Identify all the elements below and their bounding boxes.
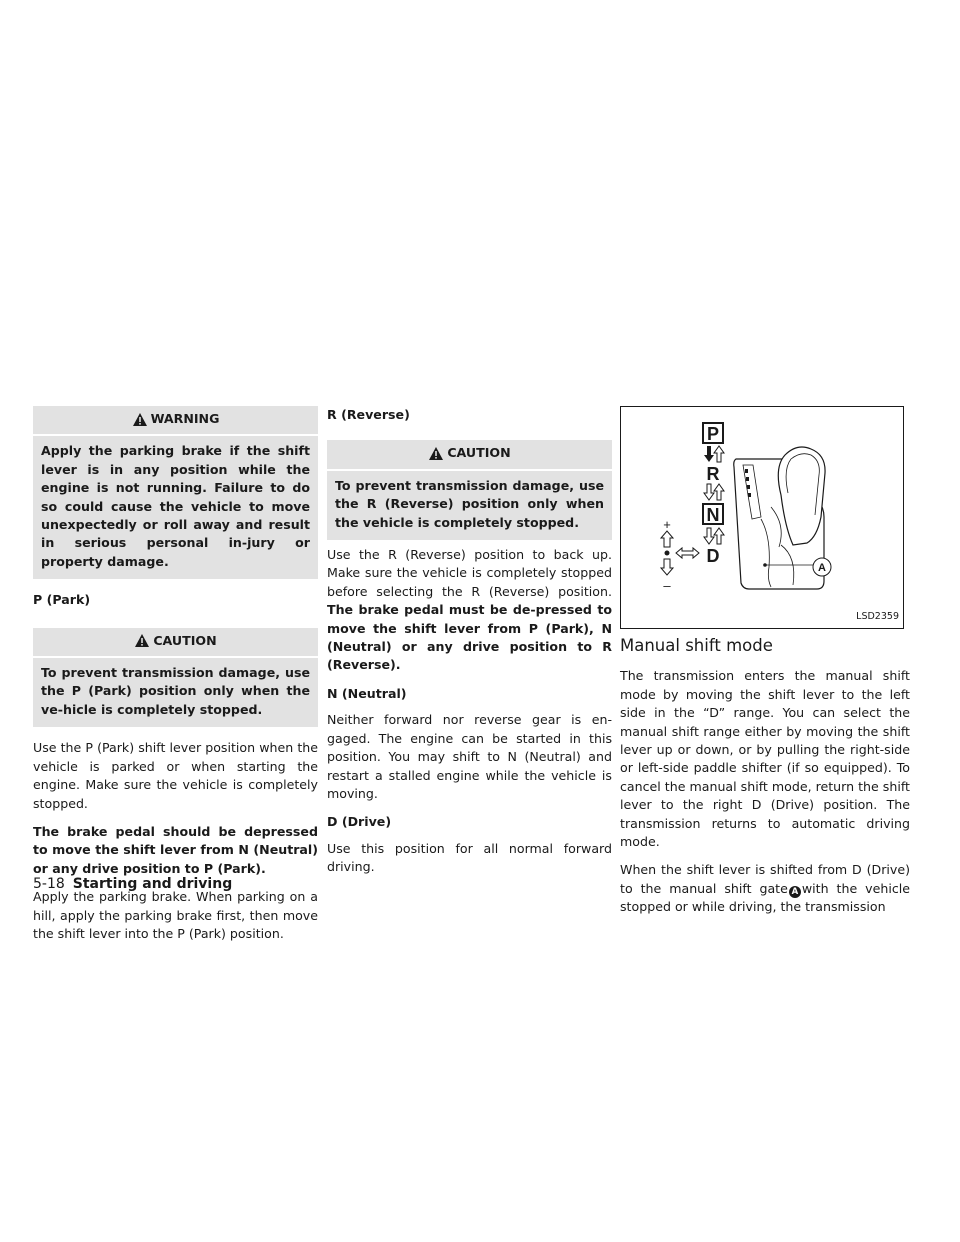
manual-paragraph-2-before: When the shift lever is shifted from D (Drive) to the manual shift gate bbox=[620, 862, 910, 896]
manual-paragraph-2-after: with the vehicle stopped or while driving, the transmission bbox=[620, 880, 910, 915]
manual-plus-label: + bbox=[663, 517, 671, 532]
caution-text: To prevent transmission damage, use the R (Reverse) position only when the vehicle is completely stopped. bbox=[335, 477, 604, 530]
drive-heading: D (Drive) bbox=[327, 814, 392, 830]
page-number: 5-18 bbox=[33, 876, 65, 892]
column-left bbox=[33, 406, 318, 953]
reverse-paragraph-normal: Use the R (Reverse) position to back up. Make sure the vehicle is completely stopped before selecting the R (Reverse) position. bbox=[327, 547, 612, 599]
park-paragraph-1: Use the P (Park) shift lever position when the vehicle is parked or when starting the engine. Make sure the vehicle is completely stopped. bbox=[33, 740, 318, 811]
shift-lever-illustration bbox=[621, 407, 903, 628]
caution-triangle-icon bbox=[134, 633, 150, 648]
caution-title: CAUTION bbox=[153, 632, 217, 648]
park-paragraph-3: Apply the parking brake. When parking on a hill, apply the parking brake first, then move the shift lever into the P (Park) position. bbox=[33, 889, 318, 941]
warning-title: WARNING bbox=[150, 411, 220, 426]
page-footer bbox=[33, 876, 232, 892]
callout-a-label: A bbox=[818, 562, 826, 574]
column-middle bbox=[327, 406, 612, 887]
caution-triangle-icon bbox=[428, 446, 444, 461]
warning-text: Apply the parking brake if the shift lever is in any position while the engine is not running. Failure to do so could cause the vehicle to move unexpectedly or roll away and result in serious personal in-jury or property damage. bbox=[41, 443, 310, 569]
gear-label-d: D bbox=[706, 546, 720, 566]
gear-label-n: N bbox=[706, 505, 720, 525]
manual-paragraph-2 bbox=[620, 861, 910, 916]
reverse-heading: R (Reverse) bbox=[327, 407, 410, 422]
drive-paragraph: Use this position for all normal forward driving. bbox=[327, 840, 612, 875]
reverse-paragraph bbox=[327, 546, 612, 675]
warning-box bbox=[33, 406, 318, 579]
manual-minus-label: – bbox=[663, 578, 671, 593]
callout-a-icon: A bbox=[789, 886, 801, 898]
gear-label-r: R bbox=[706, 464, 720, 484]
reverse-paragraph-bold: The brake pedal must be de-pressed to move the shift lever from P (Park), N (Neutral) or any drive position to R (Reverse). bbox=[327, 602, 612, 673]
neutral-paragraph: Neither forward nor reverse gear is en-gaged. The engine can be started in this position. You may shift to N (Neutral) and restart a stalled engine while the vehicle is moving. bbox=[327, 712, 612, 801]
caution-box-reverse bbox=[327, 440, 612, 540]
gear-label-p: P bbox=[706, 424, 720, 444]
warning-triangle-icon bbox=[132, 412, 148, 427]
caution-text: To prevent transmission damage, use the P (Park) position only when the ve-hicle is completely stopped. bbox=[41, 665, 310, 717]
section-title: Manual shift mode bbox=[620, 636, 773, 655]
caution-title: CAUTION bbox=[447, 445, 511, 461]
footer-section-title: Starting and driving bbox=[72, 876, 233, 892]
figure-code: LSD2359 bbox=[856, 610, 899, 622]
caution-box-park bbox=[33, 628, 318, 728]
neutral-heading: N (Neutral) bbox=[327, 685, 407, 701]
park-heading: P (Park) bbox=[33, 592, 91, 608]
park-paragraph-2: The brake pedal should be depressed to move the shift lever from N (Neutral) or any drive position to P (Park). bbox=[33, 823, 318, 876]
column-right bbox=[620, 406, 910, 927]
shift-lever-figure bbox=[620, 406, 904, 629]
manual-paragraph-1: The transmission enters the manual shift mode by moving the shift lever to the left side in the “D” range. You can select the manual shift range either by moving the shift lever up or down, or by pulling the right-side or left-side paddle shifter (if so equipped). To cancel the manual shift mode, return the shift lever to the right D (Drive) position. The transmission returns to automatic driving mode. bbox=[620, 668, 910, 850]
